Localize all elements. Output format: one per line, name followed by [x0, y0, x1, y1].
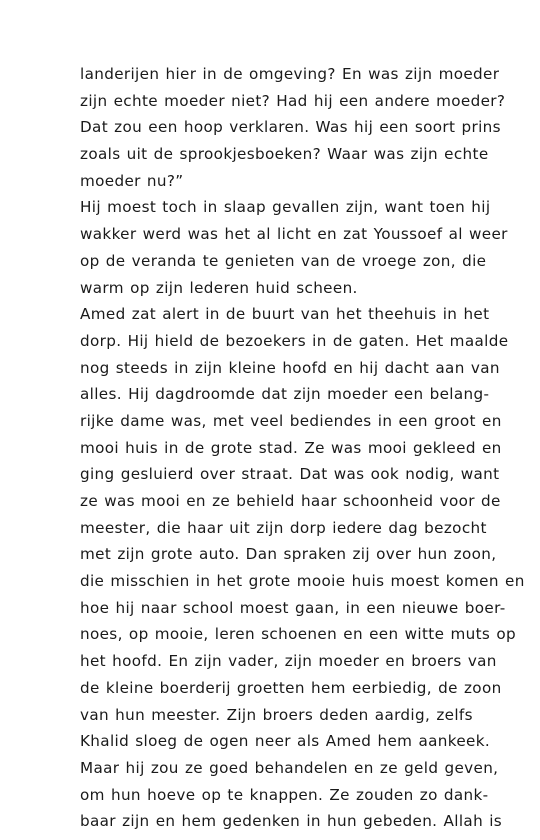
text-line: ze was mooi en ze behield haar schoonheid voor de: [80, 492, 501, 510]
text-line: om hun hoeve op te knappen. Ze zouden zo dank-: [80, 785, 489, 804]
text-line: moeder nu?”: [80, 171, 184, 190]
text-line: van hun meester. Zijn broers deden aardig, zelfs: [80, 705, 473, 724]
text-line: Hij moest toch in slaap gevallen zijn, want toen hij: [80, 198, 491, 217]
text-line: baar zijn en hem gedenken in hun gebeden. Allah is: [80, 812, 503, 831]
text-line: ging gesluierd over straat. Dat was ook nodig, want: [80, 465, 500, 484]
text-line: Amed zat alert in de buurt van het theehuis in het: [80, 305, 490, 324]
text-line: Maar hij zou ze goed behandelen en ze geld geven,: [80, 758, 499, 777]
text-line: landerijen hier in de omgeving? En was zijn moeder: [80, 65, 500, 83]
text-line: warm op zijn lederen huid scheen.: [80, 278, 358, 297]
text-line: rijke dame was, met veel bediendes in een groot en: [80, 411, 502, 430]
text-line: Dat zou een hoop verklaren. Was hij een soort prins: [80, 118, 501, 137]
text-line: wakker werd was het al licht en zat Youssoef al weer: [80, 225, 508, 244]
text-line: zijn echte moeder niet? Had hij een andere moeder?: [80, 91, 506, 110]
text-line: mooi huis in de grote stad. Ze was mooi gekleed en: [80, 438, 502, 457]
text-line: noes, op mooie, leren schoenen en een witte muts op: [80, 625, 516, 644]
body-text: [80, 61, 525, 835]
text-line: Khalid sloeg de ogen neer als Amed hem aankeek.: [80, 732, 491, 751]
text-line: dorp. Hij hield de bezoekers in de gaten. Het maalde: [80, 331, 509, 350]
text-line: nog steeds in zijn kleine hoofd en hij dacht aan van: [80, 358, 500, 377]
text-line: hoe hij naar school moest gaan, in een nieuwe boer-: [80, 598, 506, 617]
text-line: de kleine boerderij groetten hem eerbiedig, de zoon: [80, 678, 502, 697]
text-line: op de veranda te genieten van de vroege zon, die: [80, 251, 487, 270]
text-line: het hoofd. En zijn vader, zijn moeder en broers van: [80, 652, 497, 671]
text-line: met zijn grote auto. Dan spraken zij over hun zoon,: [80, 545, 497, 564]
text-line: die misschien in het grote mooie huis moest komen en: [80, 572, 525, 591]
text-line: meester, die haar uit zijn dorp iedere dag bezocht: [80, 518, 487, 537]
text-line: alles. Hij dagdroomde dat zijn moeder een belang-: [80, 385, 490, 404]
text-line: zoals uit de sprookjesboeken? Waar was zijn echte: [80, 145, 489, 164]
